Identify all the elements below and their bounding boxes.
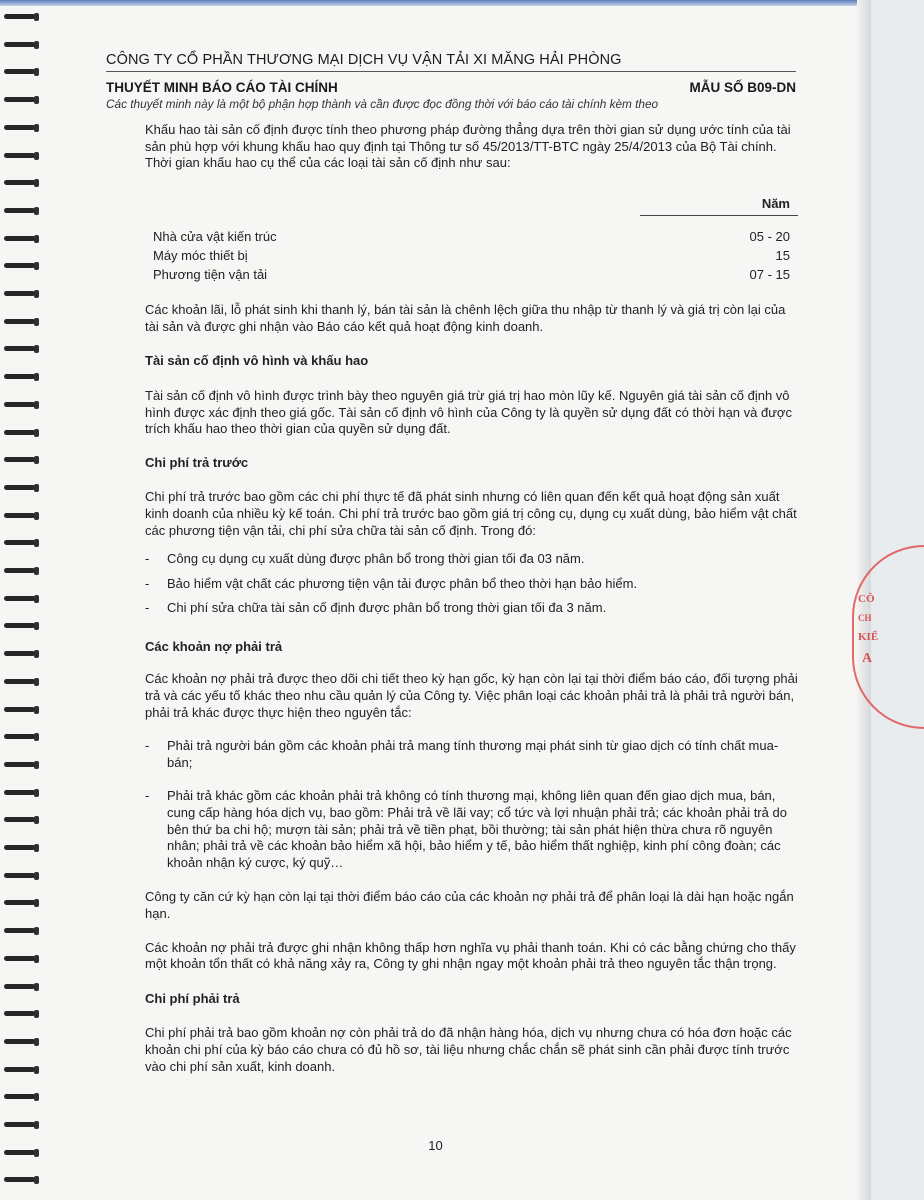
binding-ring <box>4 483 38 493</box>
list-item: - Bảo hiểm vật chất các phương tiện vận tải được phân bổ theo thời hạn bảo hiểm. <box>145 576 800 593</box>
table-row <box>145 247 798 266</box>
binding-ring <box>4 649 38 659</box>
binding-ring <box>4 621 38 631</box>
table-row <box>145 266 798 285</box>
payables-list <box>145 738 800 871</box>
binding-ring <box>4 455 38 465</box>
depreciation-table-header <box>145 196 798 221</box>
list-item: - Phải trả khác gồm các khoản phải trả không có tính thương mại, không liên quan đến giao dịch mua, bán, cung cấp hàng hóa dịch vụ, bao gồm: Phải trả về lãi vay; cổ tức và lợi nhuận phải trả; các khoản phải trả do bên thứ ba chi hộ; mượn tài sản; phải trả về tiền phạt, bồi thường; tài sản phát hiện thừa chưa rõ nguyên nhân; phải trả về các khoản bảo hiểm xã hội, bảo hiểm y tế, bảo hiểm thất nghiệp, kinh phí công đoàn; các khoản nhận ký cược, ký quỹ… <box>145 788 800 871</box>
binding-ring <box>4 178 38 188</box>
stamp-text: A <box>862 651 873 666</box>
list-item: - Phải trả người bán gồm các khoản phải trả mang tính thương mại phát sinh từ giao dịch có tính chất mua-bán; <box>145 738 800 771</box>
binding-ring <box>4 843 38 853</box>
binding-ring <box>4 95 38 105</box>
stamp-text: KIỂ <box>858 631 879 643</box>
asset-type: Phương tiện vận tải <box>153 266 268 282</box>
company-name: CÔNG TY CỔ PHẦN THƯƠNG MẠI DỊCH VỤ VẬN TẢI XI MĂNG HẢI PHÒNG <box>106 52 796 72</box>
payables-paragraph-3: Các khoản nợ phải trả được ghi nhận không thấp hơn nghĩa vụ phải thanh toán. Khi có các bằng chứng cho thấy một khoản tổn thất có khả năng xảy ra, Công ty ghi nhận ngay một khoản phải trả theo nguyên tắc thận trọng. <box>145 939 796 972</box>
spiral-binding <box>0 0 44 1200</box>
binding-ring <box>4 926 38 936</box>
report-title: THUYẾT MINH BÁO CÁO TÀI CHÍNH <box>106 80 338 95</box>
binding-ring <box>4 511 38 521</box>
stamp-text: CH <box>858 613 872 623</box>
accrued-heading: Chi phí phải trả <box>145 990 240 1006</box>
binding-ring <box>4 566 38 576</box>
payables-paragraph-2: Công ty căn cứ kỳ hạn còn lại tại thời điểm báo cáo của các khoản nợ phải trả để phân loại là dài hạn hoặc ngắn hạn. <box>145 889 794 921</box>
binding-ring <box>4 400 38 410</box>
red-stamp-fragment <box>848 545 888 725</box>
list-item: - Công cụ dụng cụ xuất dùng được phân bổ trong thời gian tối đa 03 năm. <box>145 551 800 568</box>
binding-ring <box>4 372 38 382</box>
binding-ring <box>4 1092 38 1102</box>
report-subtitle: Các thuyết minh này là một bộ phận hợp thành và cần được đọc đồng thời với báo cáo tài chính kèm theo <box>106 97 659 111</box>
binding-ring <box>4 677 38 687</box>
binding-ring <box>4 871 38 881</box>
table-row <box>145 220 798 247</box>
asset-type: Nhà cửa vật kiến trúc <box>153 229 277 245</box>
binding-ring <box>4 1065 38 1075</box>
binding-ring <box>4 1175 38 1185</box>
binding-ring <box>4 898 38 908</box>
prepaid-paragraph: Chi phí trả trước bao gồm các chi phí thực tế đã phát sinh nhưng có liên quan đến kết quả hoạt động sản xuất kinh doanh của nhiều kỳ kế toán. Chi phí trả trước bao gồm giá trị công cụ, dụng cụ xuất dùng, bảo hiểm vật chất các phương tiện vận tải, chi phí sửa chữa tài sản cố định. Trong đó: <box>145 489 797 538</box>
payables-paragraph: Các khoản nợ phải trả được theo dõi chi tiết theo kỳ hạn gốc, kỳ hạn còn lại tại thời điểm báo cáo, đối tượng phải trả và các yếu tố khác theo nhu cầu quản lý của Công ty. Việc phân loại các khoản phải trả là phải trả người bán, phải trả khác được thực hiện theo nguyên tắc: <box>145 671 798 720</box>
binding-ring <box>4 982 38 992</box>
depreciation-table <box>145 196 798 284</box>
binding-ring <box>4 732 38 742</box>
depreciation-years: 07 - 15 <box>749 266 790 282</box>
binding-ring <box>4 1120 38 1130</box>
title-row <box>106 80 796 95</box>
binding-ring <box>4 317 38 327</box>
binding-ring <box>4 12 38 22</box>
disposal-paragraph: Các khoản lãi, lỗ phát sinh khi thanh lý, bán tài sản là chênh lệch giữa thu nhập từ thanh lý và giá trị còn lại của tài sản và được ghi nhận vào Báo cáo kết quả hoạt động kinh doanh. <box>145 302 786 334</box>
page-top-edge <box>0 0 871 6</box>
list-item: - Chi phí sửa chữa tài sản cố định được phân bổ trong thời gian tối đa 3 năm. <box>145 600 800 617</box>
binding-ring <box>4 594 38 604</box>
binding-ring <box>4 67 38 77</box>
page-number: 10 <box>428 1138 443 1153</box>
binding-ring <box>4 788 38 798</box>
binding-ring <box>4 289 38 299</box>
years-column-header: Năm <box>640 196 798 217</box>
intangible-heading: Tài sản cố định vô hình và khấu hao <box>145 353 369 369</box>
prepaid-list <box>145 551 800 617</box>
binding-ring <box>4 1009 38 1019</box>
binding-ring <box>4 234 38 244</box>
intro-paragraph: Khấu hao tài sản cố định được tính theo phương pháp đường thẳng dựa trên thời gian sử dụng ước tính của tài sản phù hợp với khung khấu hao quy định tại Thông tư số 45/2013/TT-BTC ngày 25/4/2013 của Bộ Tài chính. Thời gian khấu hao cụ thể của các loại tài sản cố định như sau: <box>145 122 791 171</box>
depreciation-years: 15 <box>775 247 790 263</box>
binding-ring <box>4 1037 38 1047</box>
binding-ring <box>4 815 38 825</box>
asset-type: Máy móc thiết bị <box>153 247 248 263</box>
binding-ring <box>4 151 38 161</box>
accrued-paragraph: Chi phí phải trả bao gồm khoản nợ còn phải trả do đã nhận hàng hóa, dịch vụ nhưng chưa có hóa đơn hoặc các khoản chi phí của kỳ báo cáo chưa có đủ hồ sơ, tài liệu nhưng chắc chắn sẽ phát sinh cần phải được tính trước vào chi phí sản xuất, kinh doanh. <box>145 1025 792 1074</box>
binding-ring <box>4 40 38 50</box>
binding-ring <box>4 705 38 715</box>
binding-ring <box>4 261 38 271</box>
stamp-text: CÔ <box>858 593 875 605</box>
binding-ring <box>4 206 38 216</box>
binding-ring <box>4 344 38 354</box>
binding-ring <box>4 123 38 133</box>
form-code: MẪU SỐ B09-DN <box>689 80 796 95</box>
document-header <box>106 52 796 111</box>
binding-ring <box>4 760 38 770</box>
binding-ring <box>4 538 38 548</box>
binding-ring <box>4 954 38 964</box>
binding-ring <box>4 428 38 438</box>
intangible-paragraph: Tài sản cố định vô hình được trình bày theo nguyên giá trừ giá trị hao mòn lũy kế. Nguyên giá tài sản cố định vô hình được xác định theo giá gốc. Tài sản cố định vô hình của Công ty là quyền sử dụng đất có thời hạn và được trích khấu hao theo thời gian của quyền sử dụng đất. <box>145 387 792 437</box>
document-body <box>145 122 800 1075</box>
depreciation-years: 05 - 20 <box>749 229 790 245</box>
prepaid-heading: Chi phí trả trước <box>145 454 249 470</box>
payables-heading: Các khoản nợ phải trả <box>145 638 283 654</box>
